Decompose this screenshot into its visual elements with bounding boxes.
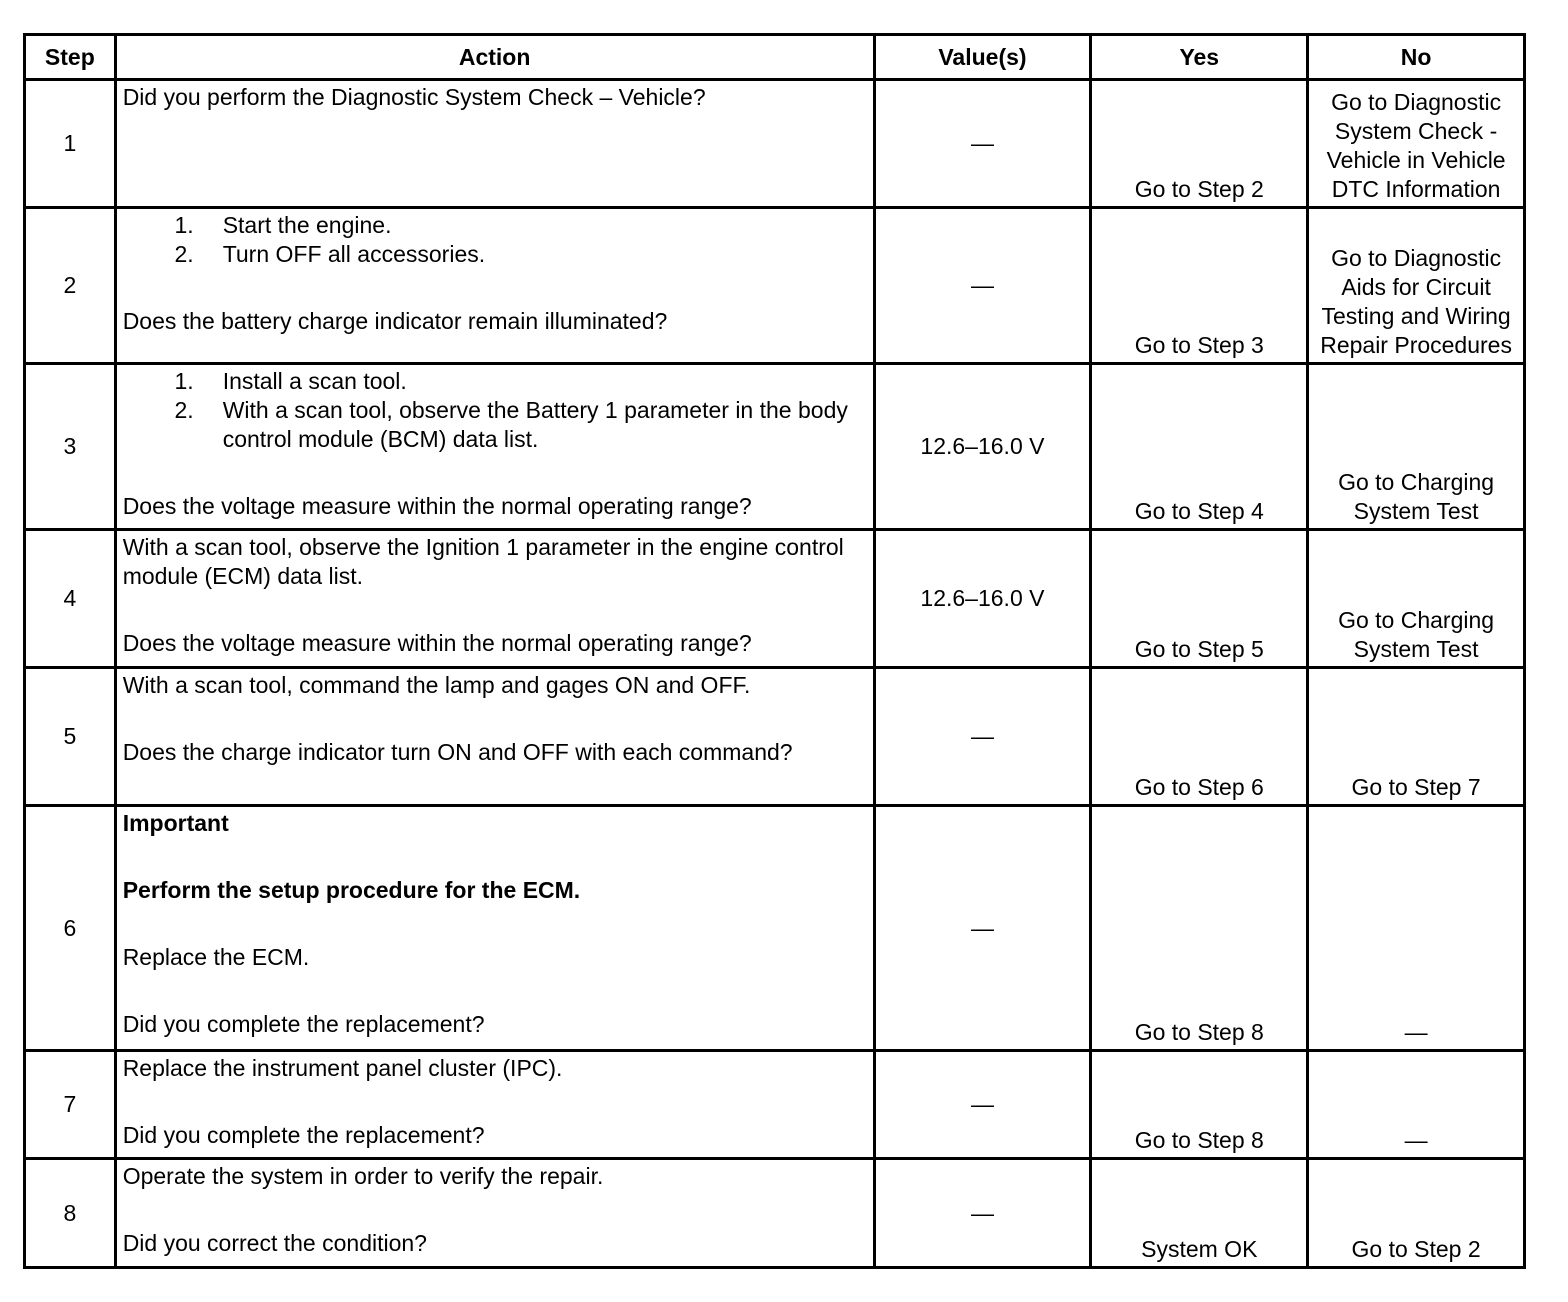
step-number: 2: [25, 208, 116, 364]
step-number: 1: [25, 80, 116, 208]
action-text: With a scan tool, observe the Ignition 1 parameter in the engine control module (ECM) data list.: [122, 534, 844, 589]
yes-cell: Go to Step 3: [1091, 208, 1308, 364]
action-cell: [115, 364, 874, 530]
no-cell: Go to Step 7: [1308, 668, 1525, 806]
value-cell: 12.6–16.0 V: [874, 364, 1091, 530]
no-cell: Go to Charging System Test: [1308, 530, 1525, 668]
yes-cell: Go to Step 2: [1091, 80, 1308, 208]
no-cell: Go to Diagnostic Aids for Circuit Testing and Wiring Repair Procedures: [1308, 208, 1525, 364]
action-question: Does the voltage measure within the normal operating range?: [122, 630, 752, 656]
action-question: Does the voltage measure within the normal operating range?: [122, 493, 752, 519]
action-question: Does the charge indicator turn ON and OFF with each command?: [122, 739, 793, 765]
value-cell: —: [874, 1159, 1091, 1268]
list-number: 1.: [174, 368, 194, 394]
table-row: [25, 806, 1525, 1051]
list-number: 2.: [174, 241, 194, 267]
diagnostic-table: [23, 33, 1526, 1269]
step-number: 5: [25, 668, 116, 806]
action-cell: [115, 80, 874, 208]
action-list: [123, 367, 867, 454]
step-number: 3: [25, 364, 116, 530]
action-text: Replace the ECM.: [122, 944, 310, 970]
table-row: [25, 1051, 1525, 1159]
step-number: 4: [25, 530, 116, 668]
action-cell: [115, 806, 874, 1051]
important-label: Important: [122, 810, 229, 836]
header-values: Value(s): [874, 35, 1091, 80]
list-item: [123, 396, 867, 454]
value-cell: —: [874, 208, 1091, 364]
yes-cell: Go to Step 6: [1091, 668, 1308, 806]
list-text: Install a scan tool.: [222, 368, 407, 394]
no-cell: —: [1308, 1051, 1525, 1159]
header-row: [25, 35, 1525, 80]
action-text: Replace the instrument panel cluster (IPC).: [122, 1055, 563, 1081]
list-number: 2.: [174, 397, 194, 423]
list-text: With a scan tool, observe the Battery 1 parameter in the body control module (BCM) data list.: [222, 397, 848, 452]
action-list: [123, 211, 867, 269]
action-text: Operate the system in order to verify the repair.: [122, 1163, 604, 1189]
no-cell: Go to Charging System Test: [1308, 364, 1525, 530]
action-cell: [115, 530, 874, 668]
action-question: Did you complete the replacement?: [122, 1122, 485, 1148]
important-text: Perform the setup procedure for the ECM.: [122, 877, 581, 903]
value-cell: —: [874, 80, 1091, 208]
header-action: Action: [115, 35, 874, 80]
action-cell: [115, 668, 874, 806]
yes-cell: Go to Step 4: [1091, 364, 1308, 530]
value-cell: —: [874, 806, 1091, 1051]
table-row: [25, 668, 1525, 806]
no-cell: —: [1308, 806, 1525, 1051]
header-step: Step: [25, 35, 116, 80]
action-question: Did you complete the replacement?: [122, 1011, 485, 1037]
action-cell: [115, 208, 874, 364]
step-number: 7: [25, 1051, 116, 1159]
action-cell: [115, 1051, 874, 1159]
table-row: [25, 1159, 1525, 1268]
yes-cell: Go to Step 5: [1091, 530, 1308, 668]
value-cell: —: [874, 1051, 1091, 1159]
list-number: 1.: [174, 212, 194, 238]
table-row: [25, 80, 1525, 208]
no-cell: Go to Diagnostic System Check - Vehicle in Vehicle DTC Information: [1308, 80, 1525, 208]
table-row: [25, 208, 1525, 364]
yes-cell: Go to Step 8: [1091, 806, 1308, 1051]
header-yes: Yes: [1091, 35, 1308, 80]
action-question: Did you correct the condition?: [122, 1230, 427, 1256]
no-cell: Go to Step 2: [1308, 1159, 1525, 1268]
step-number: 6: [25, 806, 116, 1051]
action-cell: [115, 1159, 874, 1268]
list-item: [123, 240, 867, 269]
header-no: No: [1308, 35, 1525, 80]
yes-cell: Go to Step 8: [1091, 1051, 1308, 1159]
list-item: [123, 367, 867, 396]
list-text: Turn OFF all accessories.: [222, 241, 486, 267]
action-question: Does the battery charge indicator remain illuminated?: [122, 308, 668, 334]
yes-cell: System OK: [1091, 1159, 1308, 1268]
step-number: 8: [25, 1159, 116, 1268]
value-cell: 12.6–16.0 V: [874, 530, 1091, 668]
table-row: [25, 364, 1525, 530]
list-text: Start the engine.: [222, 212, 392, 238]
value-cell: —: [874, 668, 1091, 806]
action-text: With a scan tool, command the lamp and gages ON and OFF.: [122, 672, 751, 698]
table-row: [25, 530, 1525, 668]
list-item: [123, 211, 867, 240]
action-text: Did you perform the Diagnostic System Check – Vehicle?: [122, 84, 706, 110]
